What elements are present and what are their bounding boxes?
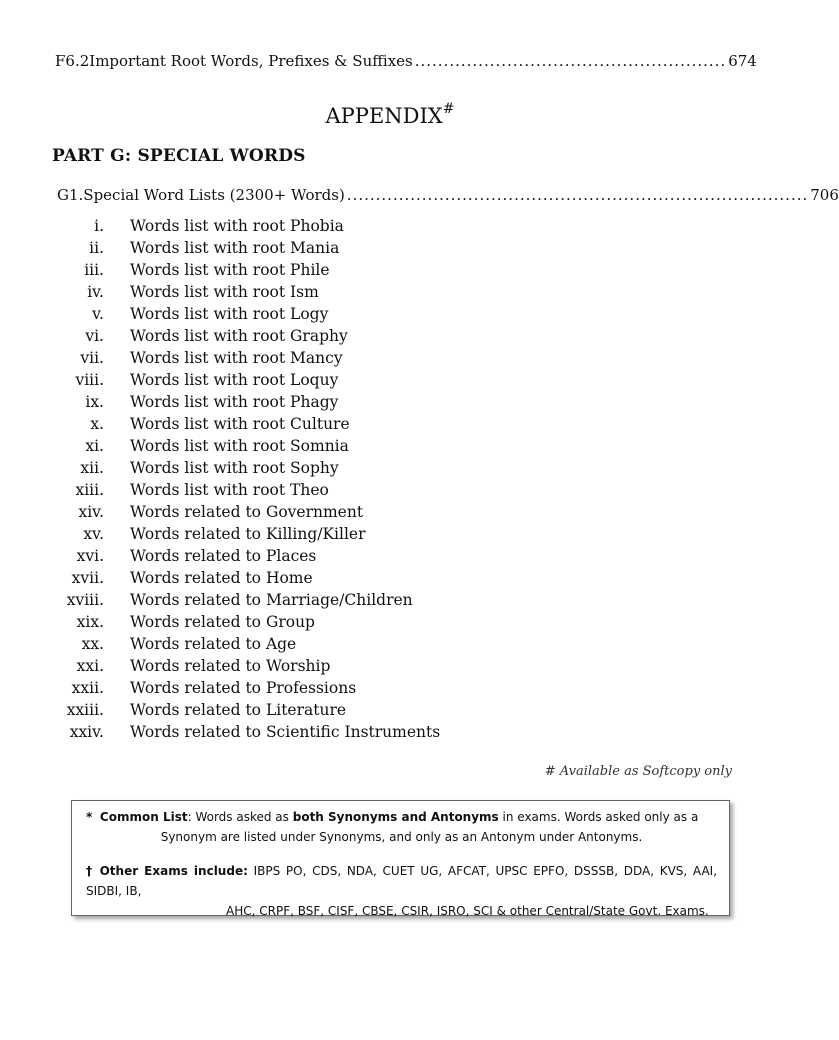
list-item-text: Words related to Home (130, 569, 313, 587)
list-item-number: iv. (87, 283, 104, 301)
list-item-number: xvi. (76, 547, 104, 565)
other-exams-note (86, 861, 717, 921)
list-item-number: v. (92, 305, 104, 323)
list-item-number: xvii. (71, 569, 104, 587)
list-item-text: Words list with root Graphy (130, 327, 348, 345)
toc-entry-f6-2[interactable] (55, 52, 757, 70)
note-text: IBPS PO, CDS, NDA, CUET UG, AFCAT, UPSC EPFO, DSSSB, DDA, KVS, AAI, SIDBI, IB, (86, 864, 718, 898)
list-item-text: Words related to Professions (130, 679, 357, 697)
list-item-number: ix. (85, 393, 104, 411)
list-item[interactable] (0, 435, 780, 457)
note-text: Synonym are listed under Synonyms, and only as an Antonym under Antonyms. (160, 830, 643, 844)
list-item-number: xi. (85, 437, 104, 455)
list-item-text: Words related to Age (130, 635, 297, 653)
list-item-text: Words list with root Sophy (130, 459, 339, 477)
list-item[interactable] (0, 589, 780, 611)
appendix-heading (0, 103, 780, 128)
list-item[interactable] (0, 479, 780, 501)
list-item-number: i. (94, 217, 104, 235)
list-item-text: Words related to Marriage/Children (130, 591, 413, 609)
list-item-text: Words list with root Phobia (130, 217, 344, 235)
list-item-text: Words related to Government (130, 503, 364, 521)
list-item-number: iii. (84, 261, 104, 279)
list-item-number: vii. (80, 349, 104, 367)
list-item[interactable] (0, 303, 780, 325)
note-box (71, 800, 730, 916)
list-item[interactable] (0, 611, 780, 633)
toc-title: Special Word Lists (2300+ Words) (83, 186, 345, 204)
toc-leader-dots: ................................................................................ (346, 186, 809, 204)
list-item-text: Words related to Killing/Killer (130, 525, 366, 543)
common-list-note (86, 807, 717, 847)
note-text: in exams. Words asked only as a (498, 810, 699, 824)
list-item[interactable] (0, 633, 780, 655)
list-item-number: viii. (75, 371, 104, 389)
list-item[interactable] (0, 281, 780, 303)
list-item[interactable] (0, 325, 780, 347)
list-item-number: xxii. (71, 679, 104, 697)
part-g-heading: PART G: SPECIAL WORDS (52, 146, 306, 166)
appendix-title: APPENDIX (325, 104, 443, 128)
list-item[interactable] (0, 215, 780, 237)
toc-code: G1. (57, 186, 84, 204)
list-item-number: xxiv. (69, 723, 104, 741)
toc-page-number: 674 (728, 52, 757, 70)
toc-entry-g1[interactable] (57, 186, 839, 204)
note-text: : Words asked as (187, 810, 293, 824)
list-item-text: Words list with root Culture (130, 415, 350, 433)
list-item-text: Words list with root Ism (130, 283, 319, 301)
list-item[interactable] (0, 567, 780, 589)
list-item-number: xiii. (75, 481, 104, 499)
list-item-number: x. (90, 415, 104, 433)
softcopy-footnote: # Available as Softcopy only (544, 764, 732, 779)
list-item[interactable] (0, 237, 780, 259)
list-item-number: xx. (81, 635, 104, 653)
list-item-text: Words list with root Mancy (130, 349, 343, 367)
list-item[interactable] (0, 259, 780, 281)
list-item-text: Words list with root Logy (130, 305, 329, 323)
note-bold-text: both Synonyms and Antonyms (292, 810, 499, 824)
list-item-text: Words list with root Theo (130, 481, 329, 499)
list-item[interactable] (0, 501, 780, 523)
list-item-number: ii. (89, 239, 104, 257)
list-item-number: xv. (83, 525, 104, 543)
list-item-number: xii. (80, 459, 104, 477)
list-item[interactable] (0, 391, 780, 413)
list-item-text: Words related to Scientific Instruments (130, 723, 441, 741)
toc-code: F6.2 (55, 52, 90, 70)
list-item-number: xix. (76, 613, 104, 631)
list-item[interactable] (0, 523, 780, 545)
list-item[interactable] (0, 413, 780, 435)
special-word-list (0, 215, 780, 743)
list-item-number: vi. (85, 327, 104, 345)
note-text: AHC, CRPF, BSF, CISF, CBSE, CSIR, ISRO, SCI & other Central/State Govt. Exams. (226, 904, 709, 918)
list-item-text: Words related to Places (130, 547, 317, 565)
list-item[interactable] (0, 457, 780, 479)
list-item-text: Words list with root Phile (130, 261, 330, 279)
list-item-text: Words list with root Loquy (130, 371, 339, 389)
toc-leader-dots: ...................................................... (414, 52, 727, 70)
list-item-number: xxi. (76, 657, 104, 675)
list-item-number: xviii. (66, 591, 104, 609)
list-item[interactable] (0, 677, 780, 699)
list-item[interactable] (0, 721, 780, 743)
toc-page-number: 706 (810, 186, 839, 204)
list-item-number: xxiii. (66, 701, 104, 719)
list-item[interactable] (0, 655, 780, 677)
dagger-mark: † (86, 864, 94, 878)
list-item-text: Words related to Worship (130, 657, 331, 675)
list-item-text: Words list with root Phagy (130, 393, 339, 411)
list-item-number: xiv. (78, 503, 104, 521)
list-item-text: Words related to Literature (130, 701, 347, 719)
list-item-text: Words list with root Mania (130, 239, 340, 257)
asterisk-mark: * (86, 810, 93, 824)
toc-title: Important Root Words, Prefixes & Suffixes (89, 52, 413, 70)
list-item[interactable] (0, 699, 780, 721)
list-item-text: Words related to Group (130, 613, 315, 631)
list-item[interactable] (0, 369, 780, 391)
list-item-text: Words list with root Somnia (130, 437, 349, 455)
other-exams-label: Other Exams include: (99, 864, 248, 878)
list-item[interactable] (0, 545, 780, 567)
common-list-label: Common List (99, 810, 188, 824)
list-item[interactable] (0, 347, 780, 369)
appendix-mark: # (442, 101, 455, 117)
